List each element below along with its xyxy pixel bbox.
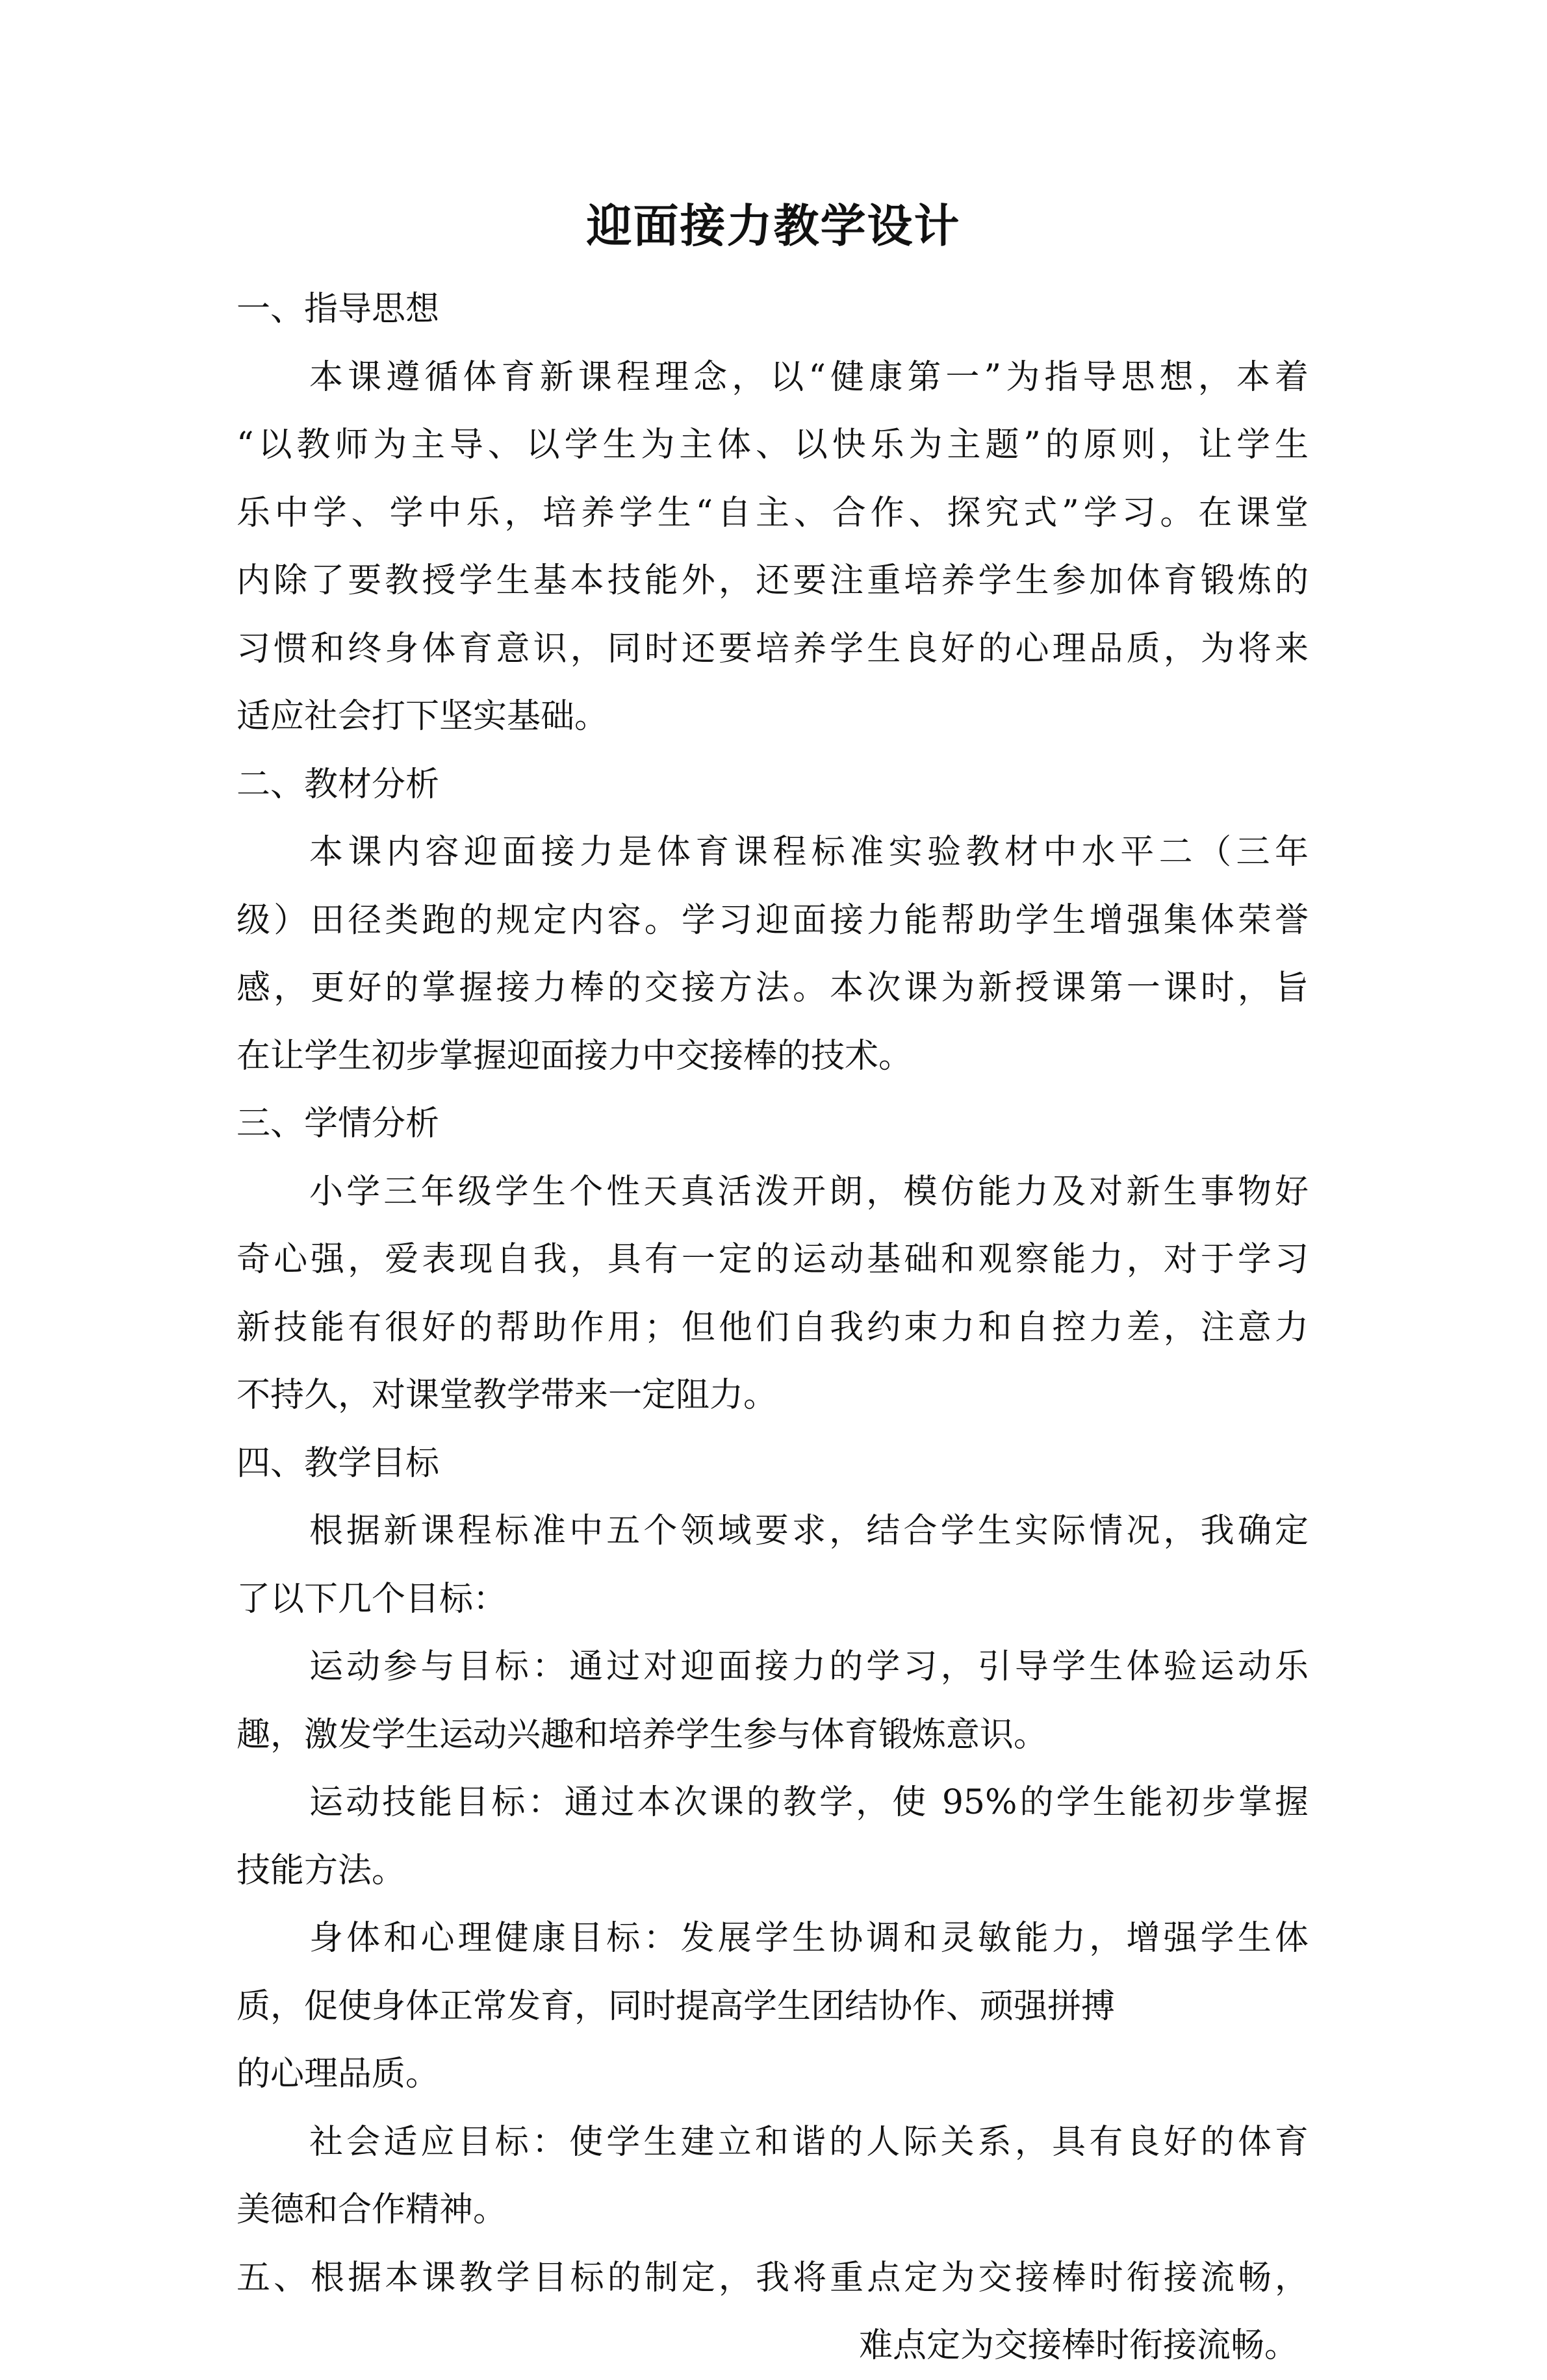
paragraph-first-line: 小学三年级学生个性天真活泼开朗，模仿能力及对新生事物好 xyxy=(309,1172,1309,1211)
section-heading: 四、教学目标 xyxy=(237,1443,440,1483)
paragraph-line: 五、根据本课教学目标的制定，我将重点定为交接棒时衔接流畅， xyxy=(237,2258,1309,2298)
paragraph-first-line: 运动技能目标：通过本次课的教学，使 95%的学生能初步掌握 xyxy=(309,1783,1309,1822)
section-heading: 三、学情分析 xyxy=(237,1104,440,1143)
paragraph-first-line: 根据新课程标准中五个领域要求，结合学生实际情况，我确定 xyxy=(309,1512,1309,1551)
paragraph-first-line: 社会适应目标：使学生建立和谐的人际关系，具有良好的体育 xyxy=(309,2122,1309,2162)
section-heading: 一、指导思想 xyxy=(237,290,440,329)
paragraph-line: 难点定为交接棒时衔接流畅。 xyxy=(858,2326,1298,2365)
paragraph-line: 级）田径类跑的规定内容。学习迎面接力能帮助学生增强集体荣誉 xyxy=(237,900,1309,940)
document-body xyxy=(237,275,1309,2380)
paragraph-first-line: 身体和心理健康目标：发展学生协调和灵敏能力，增强学生体 xyxy=(309,1919,1309,1958)
section-heading: 二、教材分析 xyxy=(237,765,440,804)
paragraph-first-line: 本课内容迎面接力是体育课程标准实验教材中水平二（三年 xyxy=(309,833,1309,872)
paragraph-line: 内除了要教授学生基本技能外，还要注重培养学生参加体育锻炼的 xyxy=(237,561,1309,600)
paragraph-line: 习惯和终身体育意识，同时还要培养学生良好的心理品质，为将来 xyxy=(237,629,1309,668)
paragraph-line: 乐中学、学中乐，培养学生“自主、合作、探究式”学习。在课堂 xyxy=(237,493,1309,533)
paragraph-first-line: 本课遵循体育新课程理念，以“健康第一”为指导思想，本着 xyxy=(309,357,1309,397)
paragraph-line: 适应社会打下坚实基础。 xyxy=(237,697,609,736)
paragraph-line: 感，更好的掌握接力棒的交接方法。本次课为新授课第一课时，旨 xyxy=(237,968,1309,1007)
paragraph-line: “以教师为主导、以学生为主体、以快乐为主题”的原则，让学生 xyxy=(237,425,1309,464)
paragraph-line: 奇心强，爱表现自我，具有一定的运动基础和观察能力，对于学习 xyxy=(237,1240,1309,1279)
paragraph-line: 美德和合作精神。 xyxy=(237,2190,507,2229)
paragraph-line: 趣，激发学生运动兴趣和培养学生参与体育锻炼意识。 xyxy=(237,1715,1048,1754)
paragraph-line: 了以下几个目标： xyxy=(237,1579,507,1619)
paragraph-line: 不持久，对课堂教学带来一定阻力。 xyxy=(237,1376,778,1415)
document-title: 迎面接力教学设计 xyxy=(586,199,961,253)
paragraph-line: 在让学生初步掌握迎面接力中交接棒的技术。 xyxy=(237,1036,913,1076)
paragraph-line: 的心理品质。 xyxy=(237,2055,440,2094)
paragraph-line: 质，促使身体正常发育，同时提高学生团结协作、顽强拼搏 xyxy=(237,1986,1116,2026)
paragraph-line: 新技能有很好的帮助作用；但他们自我约束力和自控力差，注意力 xyxy=(237,1308,1309,1347)
paragraph-line: 技能方法。 xyxy=(237,1851,406,1890)
paragraph-first-line: 运动参与目标：通过对迎面接力的学习，引导学生体验运动乐 xyxy=(309,1647,1309,1686)
